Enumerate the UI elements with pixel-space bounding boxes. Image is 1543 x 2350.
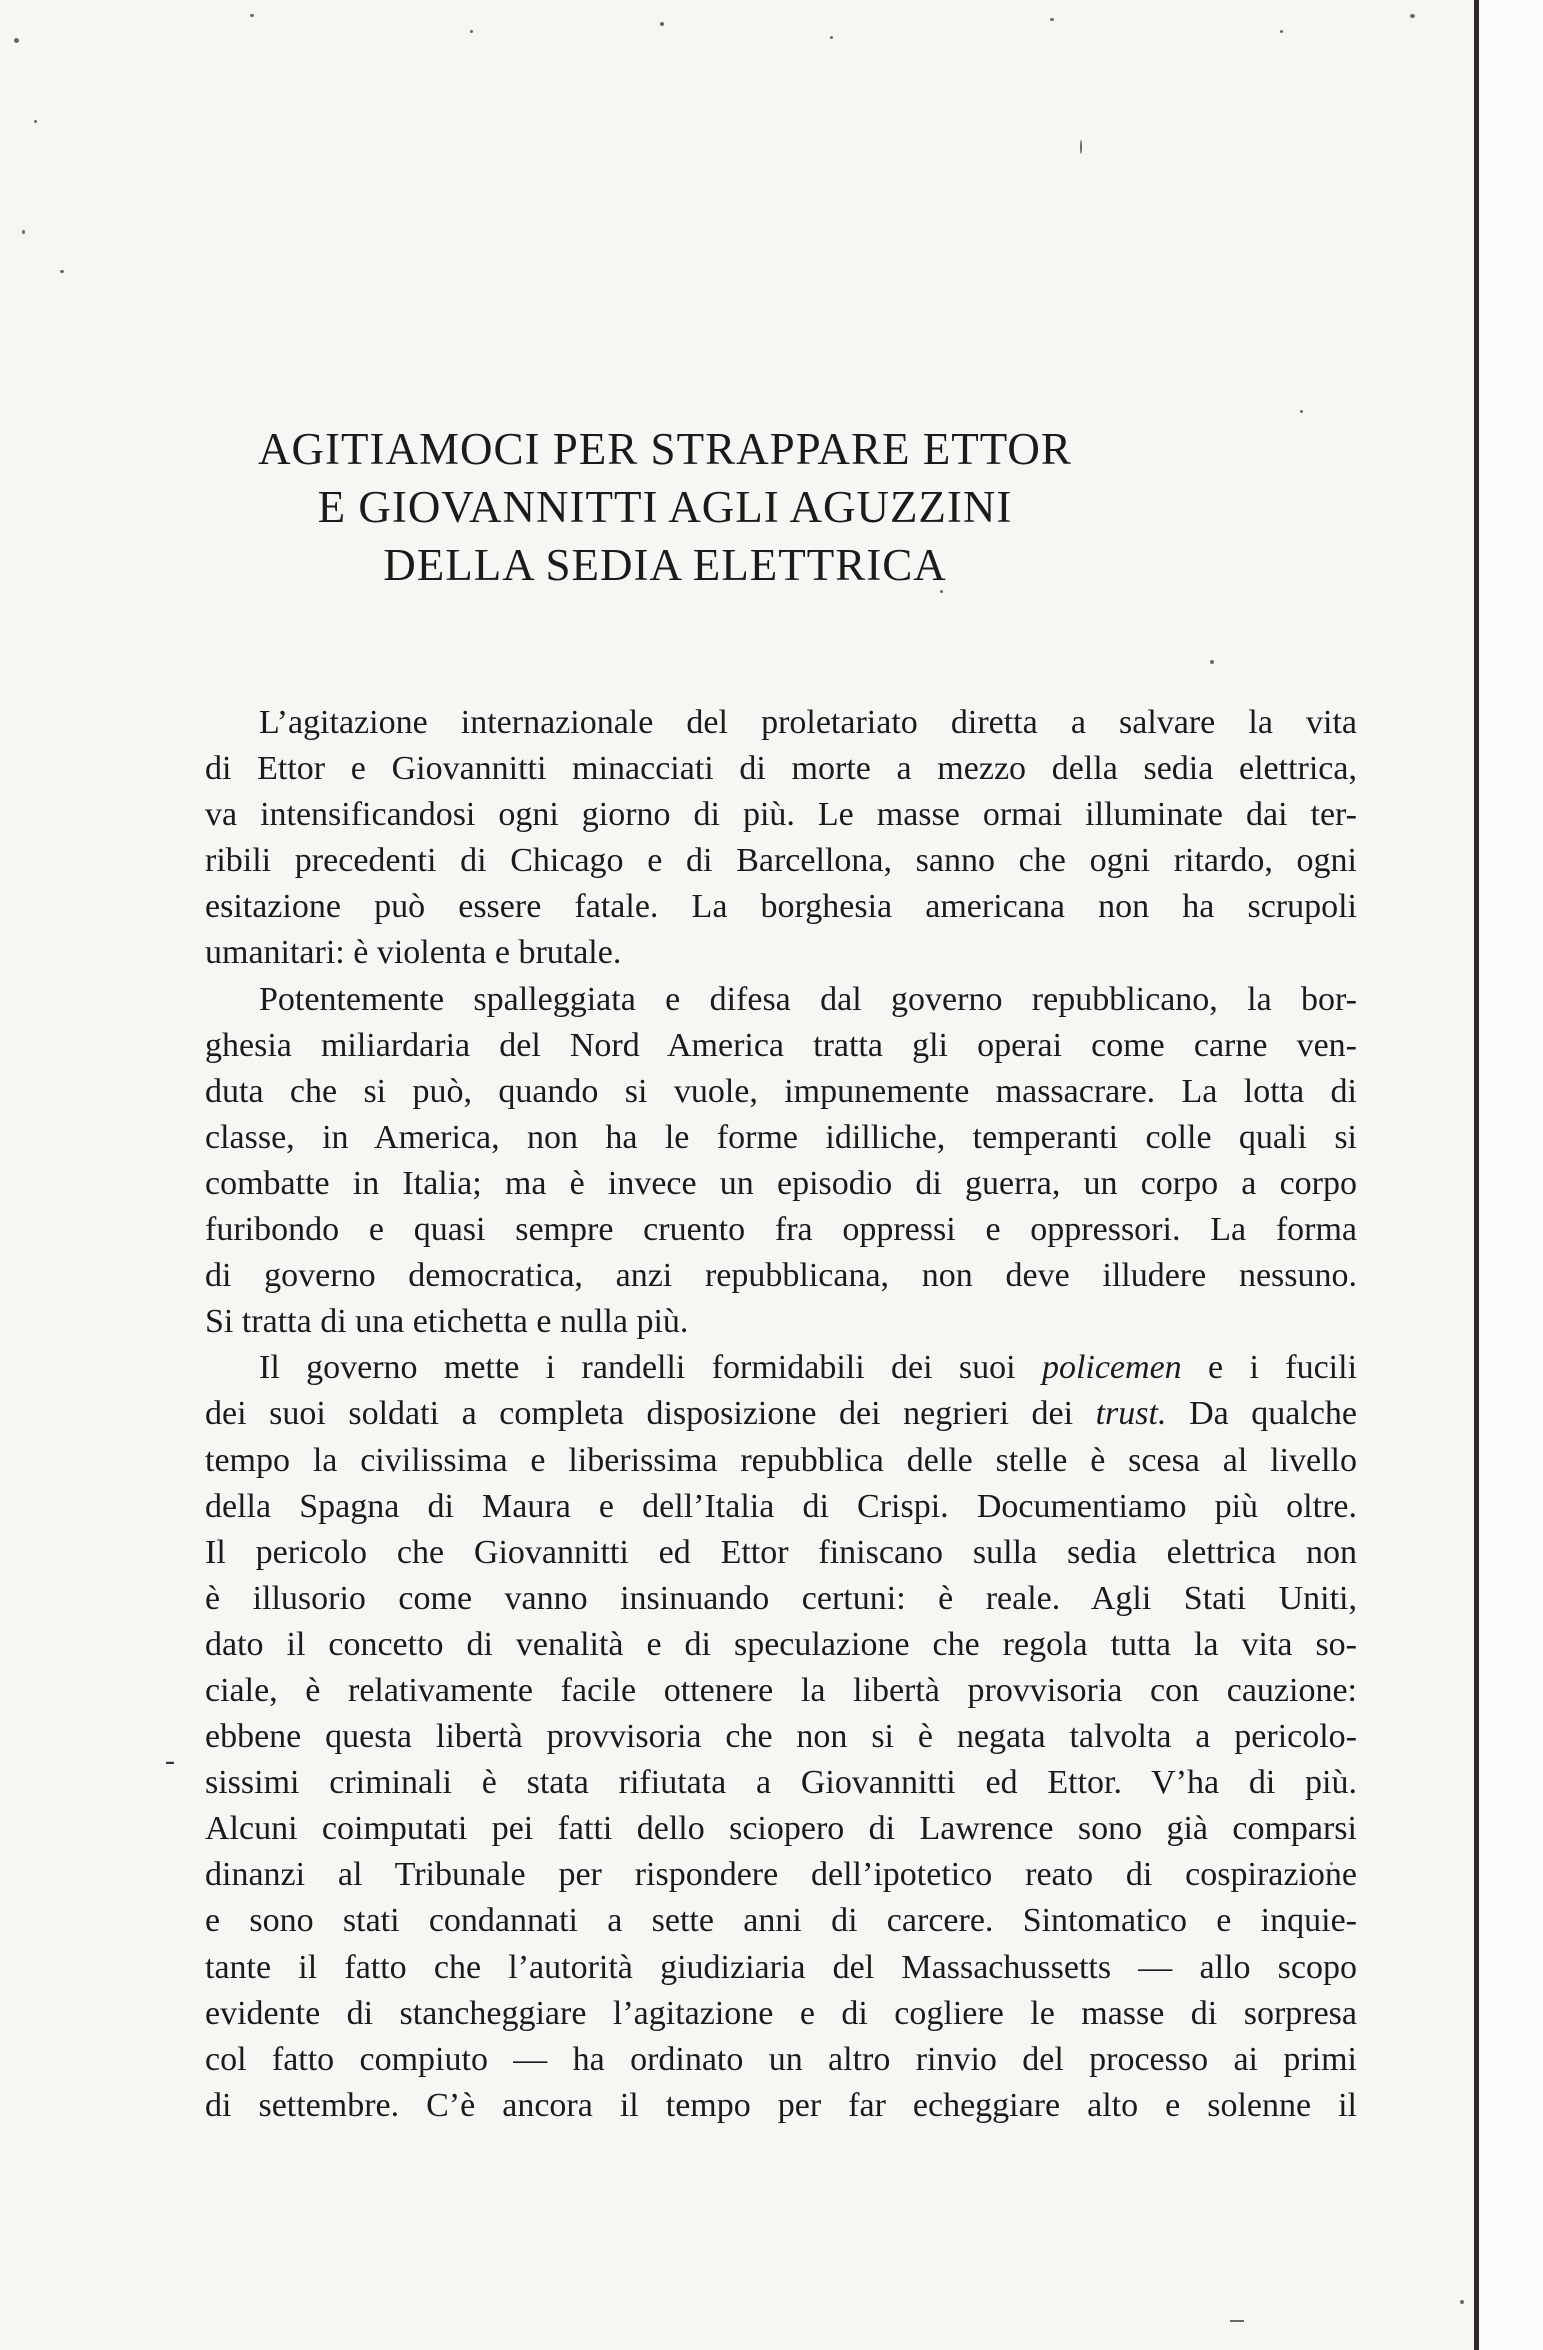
paragraph-3	[205, 1345, 1357, 2129]
title-line-1: AGITIAMOCI PER STRAPPARE ETTOR	[258, 424, 1072, 474]
text-line: Si tratta di una etichetta e nulla più.	[205, 1303, 689, 1341]
paragraph-2	[205, 977, 1357, 1346]
article-title	[200, 420, 1130, 594]
text-line: ciale, è relativamente facile ottenere la libertà provvisoria con cauzione:	[205, 1671, 1357, 1709]
text-line: duta che si può, quando si vuole, impunemente massacrare. La lotta di	[205, 1072, 1357, 1110]
scan-speck	[250, 14, 254, 17]
text-line: Potentemente spalleggiata e difesa dal governo repubblicano, la bor-	[259, 980, 1357, 1018]
text-run: e i fucili	[1208, 1349, 1358, 1387]
text-line: tante il fatto che l’autorità giudiziaria del Massachussetts — allo scopo	[205, 1948, 1357, 1986]
text-line: della Spagna di Maura e dell’Italia di Crispi. Documentiamo più oltre.	[205, 1487, 1357, 1525]
text-line: Il pericolo che Giovannitti ed Ettor finiscano sulla sedia elettrica non	[205, 1533, 1357, 1571]
scan-speck	[60, 270, 64, 273]
scan-speck	[1300, 410, 1303, 413]
title-line-2: E GIOVANNITTI AGLI AGUZZINI	[317, 482, 1013, 532]
text-line	[205, 1345, 1357, 1391]
text-line: umanitari: è violenta e brutale.	[205, 934, 622, 972]
scan-speck	[470, 30, 473, 33]
italic-term: trust.	[1095, 1395, 1167, 1433]
title-line-3: DELLA SEDIA ELETTRICA	[383, 540, 947, 590]
text-line: combatte in Italia; ma è invece un episodio di guerra, un corpo a corpo	[205, 1164, 1357, 1202]
scan-speck	[1080, 140, 1082, 154]
scan-speck	[22, 230, 25, 234]
text-line: di Ettor e Giovannitti minacciati di morte a mezzo della sedia elettrica,	[205, 750, 1357, 788]
text-line: evidente di stancheggiare l’agitazione e di cogliere le masse di sorpresa	[205, 1994, 1357, 2032]
scan-speck	[1230, 2320, 1244, 2322]
text-line: esitazione può essere fatale. La borghesia americana non ha scrupoli	[205, 888, 1357, 926]
text-line: di governo democratica, anzi repubblicana, non deve illudere nessuno.	[205, 1257, 1357, 1295]
text-run: Da qualche	[1189, 1395, 1358, 1433]
text-line: L’agitazione internazionale del proletariato diretta a salvare la vita	[259, 704, 1357, 741]
text-line: dato il concetto di venalità e di speculazione che regola tutta la vita so-	[205, 1625, 1357, 1663]
scan-speck	[830, 36, 833, 39]
text-line: ribili precedenti di Chicago e di Barcellona, sanno che ogni ritardo, ogni	[205, 842, 1357, 880]
text-line: è illusorio come vanno insinuando certuni: è reale. Agli Stati Uniti,	[205, 1579, 1357, 1617]
scan-speck	[14, 38, 19, 43]
scan-speck	[1280, 30, 1283, 33]
italic-term: policemen	[1041, 1349, 1182, 1387]
margin-mark: -	[165, 1744, 175, 1777]
text-line: dinanzi al Tribunale per rispondere dell’ipotetico reato di cospirazione	[205, 1856, 1357, 1894]
scan-speck	[1410, 14, 1415, 18]
page-margin-outer	[1479, 0, 1543, 2350]
text-line	[205, 1391, 1357, 1437]
scan-speck	[34, 120, 37, 123]
text-line: furibondo e quasi sempre cruento fra oppressi e oppressori. La forma	[205, 1211, 1357, 1249]
text-line: ebbene questa libertà provvisoria che non si è negata talvolta a pericolo-	[205, 1718, 1357, 1756]
article-body	[205, 700, 1357, 2129]
text-line: va intensificandosi ogni giorno di più. Le masse ormai illuminate dai ter-	[205, 796, 1357, 834]
text-line: Alcuni coimputati pei fatti dello sciopero di Lawrence sono già comparsi	[205, 1810, 1357, 1848]
scan-speck	[1460, 2300, 1464, 2304]
text-line: di settembre. C’è ancora il tempo per far echeggiare alto e solenne il	[205, 2086, 1357, 2124]
scan-speck	[660, 22, 664, 26]
text-line: classe, in America, non ha le forme idilliche, temperanti colle quali si	[205, 1118, 1357, 1156]
text-run: dei suoi soldati a completa disposizione dei negrieri dei	[205, 1395, 1074, 1433]
text-line: col fatto compiuto — ha ordinato un altro rinvio del processo ai primi	[205, 2040, 1357, 2078]
text-run: Il governo mette i randelli formidabili dei suoi	[259, 1349, 1016, 1387]
scan-speck	[1210, 660, 1214, 664]
text-line: e sono stati condannati a sette anni di carcere. Sintomatico e inquie-	[205, 1902, 1357, 1940]
paragraph-1	[205, 700, 1357, 977]
scan-speck	[1050, 18, 1054, 21]
text-line: sissimi criminali è stata rifiutata a Giovannitti ed Ettor. V’ha di più.	[205, 1764, 1357, 1802]
text-line: ghesia miliardaria del Nord America tratta gli operai come carne ven-	[205, 1026, 1357, 1064]
text-line: tempo la civilissima e liberissima repubblica delle stelle è scesa al livello	[205, 1441, 1357, 1479]
